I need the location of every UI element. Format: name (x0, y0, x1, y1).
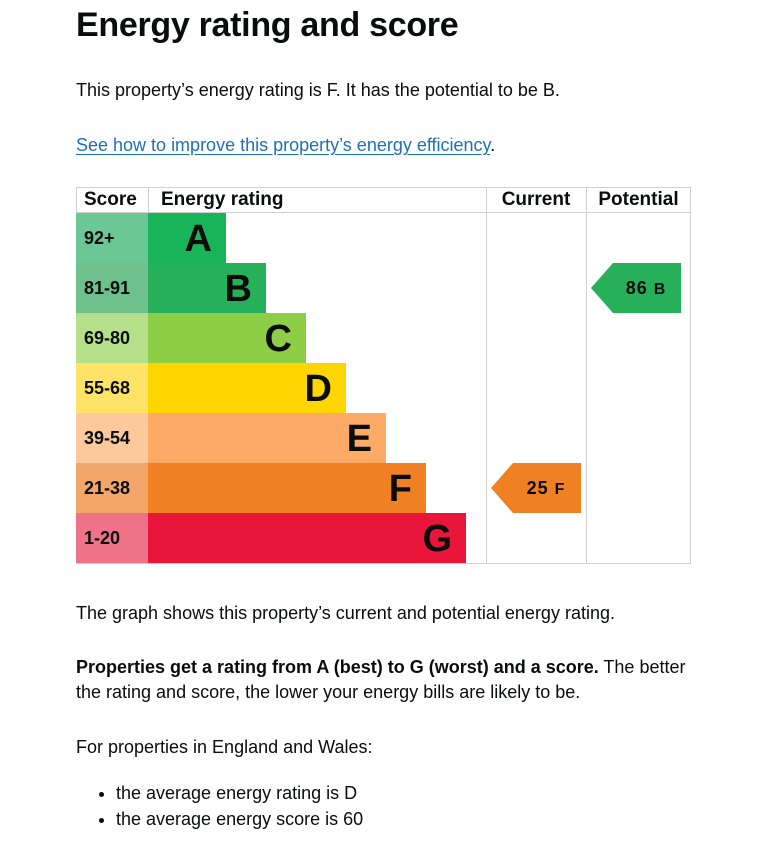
band-bar-e (148, 413, 386, 463)
band-score-range: 1-20 (76, 513, 148, 563)
current-col-left-border (486, 187, 487, 564)
band-letter: B (224, 268, 252, 310)
potential-letter: B (653, 281, 667, 298)
potential-arrow-label (611, 263, 681, 313)
header-current: Current (501, 189, 571, 210)
current-rating-arrow (491, 463, 581, 513)
band-bar-c (148, 313, 306, 363)
potential-score: 86 (625, 278, 648, 298)
page-title: Energy rating and score (76, 6, 459, 44)
averages-intro: For properties in England and Wales: (76, 737, 373, 757)
band-bar-a (148, 213, 226, 263)
current-letter: F (554, 481, 566, 498)
band-letter: A (184, 218, 212, 260)
ratings-explanation-rest: The better the rating and score, the lower your energy bills are likely to be. (76, 657, 686, 702)
band-letter: F (388, 468, 412, 510)
band-score-range: 21-38 (76, 463, 148, 513)
header-potential: Potential (598, 189, 679, 210)
graph-description: The graph shows this property’s current and potential energy rating. (76, 603, 615, 623)
band-score-range: 55-68 (76, 363, 148, 413)
current-score: 25 (526, 478, 549, 498)
link-suffix: . (490, 135, 496, 155)
band-bar-f (148, 463, 426, 513)
band-bar-d (148, 363, 346, 413)
band-score-range: 39-54 (76, 413, 148, 463)
header-energy-rating: Energy rating (161, 189, 284, 210)
score-col-divider (148, 187, 149, 213)
band-bar-g (148, 513, 466, 563)
list-item: • the average energy score is 60 (116, 806, 363, 832)
potential-rating-arrow (591, 263, 681, 313)
rating-summary: This property’s energy rating is F. It has the potential to be B. (76, 80, 560, 100)
header-score: Score (84, 189, 137, 210)
averages-list (76, 780, 363, 832)
band-score-range: 81-91 (76, 263, 148, 313)
band-letter: G (422, 518, 452, 560)
list-item: • the average energy rating is D (116, 780, 363, 806)
band-letter: C (264, 318, 292, 360)
band-score-range: 92+ (76, 213, 148, 263)
chart-bottom-border (76, 563, 691, 564)
band-bar-b (148, 263, 266, 313)
ratings-explanation-bold: Properties get a rating from A (best) to G (worst) and a score. (76, 657, 599, 677)
improve-efficiency-link[interactable]: See how to improve this property’s energy efficiency (76, 135, 491, 155)
energy-rating-chart (76, 187, 691, 564)
band-score-range: 69-80 (76, 313, 148, 363)
band-letter: E (346, 418, 372, 460)
ratings-explanation (76, 655, 696, 705)
band-letter: D (304, 368, 332, 410)
improve-paragraph (76, 135, 495, 156)
chart-right-border (690, 187, 691, 564)
current-arrow-label (511, 463, 581, 513)
potential-col-left-border (586, 187, 587, 564)
